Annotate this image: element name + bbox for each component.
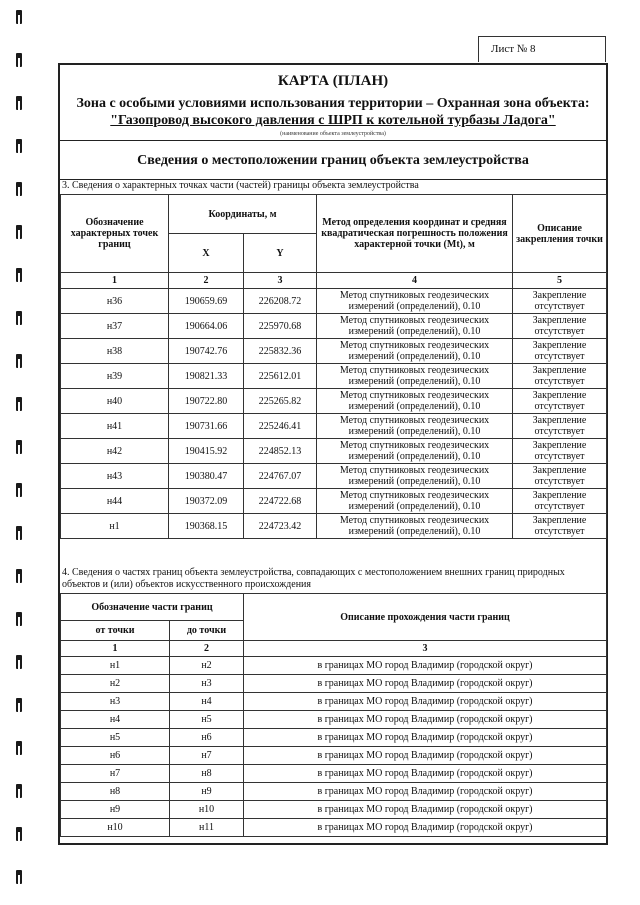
column-number: 2 [170,641,244,657]
cell-to: н7 [170,747,244,765]
col-part-description: Описание прохождения части границ [244,594,607,641]
col-method: Метод определения координат и средняя квадратическая погрешность положения характерной точки (Mt), м [317,195,513,273]
col-part-designation: Обозначение части границ [61,594,244,621]
cell-y: 224722.68 [244,489,317,514]
table-row [61,765,607,783]
table-row [61,314,607,339]
section3-heading: 3. Сведения о характерных точках части (частей) границы объекта землеустройства [62,180,419,191]
cell-x: 190372.09 [169,489,244,514]
cell-from: н4 [61,711,170,729]
binding-hole-icon [16,311,22,325]
cell-y: 225612.01 [244,364,317,389]
table-row [61,693,607,711]
cell-to: н3 [170,675,244,693]
col-designation: Обозначение характерных точек границ [61,195,169,273]
binding-hole-icon [16,53,22,67]
cell-from: н10 [61,819,170,837]
binding-hole-icon [16,569,22,583]
section4-heading: 4. Сведения о частях границ объекта землеустройства, совпадающих с местоположением внешних границ природных объектов и (или) объектов искусственного происхождения [62,567,565,590]
binding-hole-icon [16,225,22,239]
cell-to: н5 [170,711,244,729]
cell-fixing: Закрепление отсутствует [513,364,607,389]
cell-from: н6 [61,747,170,765]
sheet-number-box [478,36,606,62]
cell-point: н43 [61,464,169,489]
table-row [61,289,607,314]
binding-hole-icon [16,397,22,411]
sheet-number: Лист № 8 [491,43,536,55]
cell-y: 225970.68 [244,314,317,339]
map-title: КАРТА (ПЛАН) [277,73,389,89]
cell-method: Метод спутниковых геодезических измерений (определений), 0.10 [317,389,513,414]
cell-y: 224767.07 [244,464,317,489]
cell-from: н1 [61,657,170,675]
cell-from: н3 [61,693,170,711]
table-row [61,439,607,464]
cell-y: 226208.72 [244,289,317,314]
binding-hole-icon [16,870,22,884]
cell-description: в границах МО город Владимир (городской округ) [244,729,607,747]
binding-hole-icon [16,827,22,841]
cell-x: 190664.06 [169,314,244,339]
column-number: 1 [61,641,170,657]
table-row [61,339,607,364]
cell-from: н2 [61,675,170,693]
cell-x: 190722.80 [169,389,244,414]
cell-x: 190742.76 [169,339,244,364]
document-frame [58,63,608,845]
col-to-point: до точки [170,621,244,641]
table-row [61,819,607,837]
cell-description: в границах МО город Владимир (городской округ) [244,657,607,675]
cell-x: 190415.92 [169,439,244,464]
cell-from: н8 [61,783,170,801]
binding-hole-icon [16,440,22,454]
cell-fixing: Закрепление отсутствует [513,389,607,414]
cell-method: Метод спутниковых геодезических измерений (определений), 0.10 [317,489,513,514]
cell-point: н44 [61,489,169,514]
column-number: 4 [317,273,513,289]
cell-x: 190659.69 [169,289,244,314]
binding-hole-icon [16,483,22,497]
binding-hole-icon [16,10,22,24]
cell-method: Метод спутниковых геодезических измерений (определений), 0.10 [317,514,513,539]
cell-to: н9 [170,783,244,801]
table-row [61,464,607,489]
cell-fixing: Закрепление отсутствует [513,514,607,539]
section-title: Сведения о местоположении границ объекта землеустройства [137,153,529,168]
cell-to: н8 [170,765,244,783]
table-row [61,489,607,514]
cell-x: 190368.15 [169,514,244,539]
cell-to: н2 [170,657,244,675]
table-row [61,657,607,675]
cell-fixing: Закрепление отсутствует [513,289,607,314]
cell-fixing: Закрепление отсутствует [513,439,607,464]
cell-point: н36 [61,289,169,314]
cell-method: Метод спутниковых геодезических измерений (определений), 0.10 [317,364,513,389]
cell-to: н10 [170,801,244,819]
cell-y: 224723.42 [244,514,317,539]
characteristic-points-table [60,194,607,539]
table-row [61,729,607,747]
binding-hole-icon [16,354,22,368]
col-y: Y [244,234,317,273]
cell-x: 190821.33 [169,364,244,389]
cell-description: в границах МО город Владимир (городской округ) [244,819,607,837]
col-x: X [169,234,244,273]
cell-point: н38 [61,339,169,364]
binding-hole-icon [16,741,22,755]
cell-fixing: Закрепление отсутствует [513,314,607,339]
cell-method: Метод спутниковых геодезических измерений (определений), 0.10 [317,289,513,314]
table-row [61,414,607,439]
binding-hole-icon [16,655,22,669]
cell-x: 190731.66 [169,414,244,439]
cell-description: в границах МО город Владимир (городской округ) [244,783,607,801]
cell-method: Метод спутниковых геодезических измерений (определений), 0.10 [317,314,513,339]
cell-description: в границах МО город Владимир (городской округ) [244,801,607,819]
cell-description: в границах МО город Владимир (городской округ) [244,693,607,711]
cell-point: н41 [61,414,169,439]
table-row [61,747,607,765]
col-from-point: от точки [61,621,170,641]
table-row [61,514,607,539]
cell-fixing: Закрепление отсутствует [513,489,607,514]
cell-description: в границах МО город Владимир (городской округ) [244,765,607,783]
cell-fixing: Закрепление отсутствует [513,414,607,439]
cell-point: н40 [61,389,169,414]
divider [60,140,606,141]
cell-fixing: Закрепление отсутствует [513,464,607,489]
zone-subtitle: Зона с особыми условиями использования территории – Охранная зона объекта: [76,96,590,111]
table-row [61,801,607,819]
column-number: 2 [169,273,244,289]
table-row [61,389,607,414]
cell-point: н42 [61,439,169,464]
cell-to: н4 [170,693,244,711]
column-number: 1 [61,273,169,289]
boundary-parts-table [60,593,607,837]
cell-method: Метод спутниковых геодезических измерений (определений), 0.10 [317,464,513,489]
binding-hole-icon [16,612,22,626]
cell-point: н39 [61,364,169,389]
table-row [61,364,607,389]
cell-method: Метод спутниковых геодезических измерений (определений), 0.10 [317,414,513,439]
cell-point: н37 [61,314,169,339]
column-number: 3 [244,273,317,289]
binding-hole-icon [16,182,22,196]
cell-from: н5 [61,729,170,747]
cell-method: Метод спутниковых геодезических измерений (определений), 0.10 [317,339,513,364]
binding-hole-icon [16,139,22,153]
table-row [61,675,607,693]
cell-to: н6 [170,729,244,747]
binding-hole-icon [16,698,22,712]
cell-description: в границах МО город Владимир (городской округ) [244,675,607,693]
column-number: 5 [513,273,607,289]
cell-to: н11 [170,819,244,837]
column-number: 3 [244,641,607,657]
table-row [61,783,607,801]
cell-y: 225832.36 [244,339,317,364]
cell-from: н9 [61,801,170,819]
cell-method: Метод спутниковых геодезических измерений (определений), 0.10 [317,439,513,464]
binding-hole-icon [16,526,22,540]
cell-y: 225265.82 [244,389,317,414]
table-row [61,711,607,729]
cell-x: 190380.47 [169,464,244,489]
cell-point: н1 [61,514,169,539]
cell-y: 224852.13 [244,439,317,464]
cell-y: 225246.41 [244,414,317,439]
col-fixing: Описание закрепления точки [513,195,607,273]
cell-fixing: Закрепление отсутствует [513,339,607,364]
binding-hole-icon [16,96,22,110]
binding-hole-icon [16,268,22,282]
cell-description: в границах МО город Владимир (городской округ) [244,747,607,765]
object-name-caption: (наименование объекта землеустройства) [280,131,386,137]
col-coordinates: Координаты, м [169,195,317,234]
cell-description: в границах МО город Владимир (городской округ) [244,711,607,729]
cell-from: н7 [61,765,170,783]
object-name: "Газопровод высокого давления с ШРП к котельной турбазы Ладога" [110,113,556,128]
binding-hole-icon [16,784,22,798]
